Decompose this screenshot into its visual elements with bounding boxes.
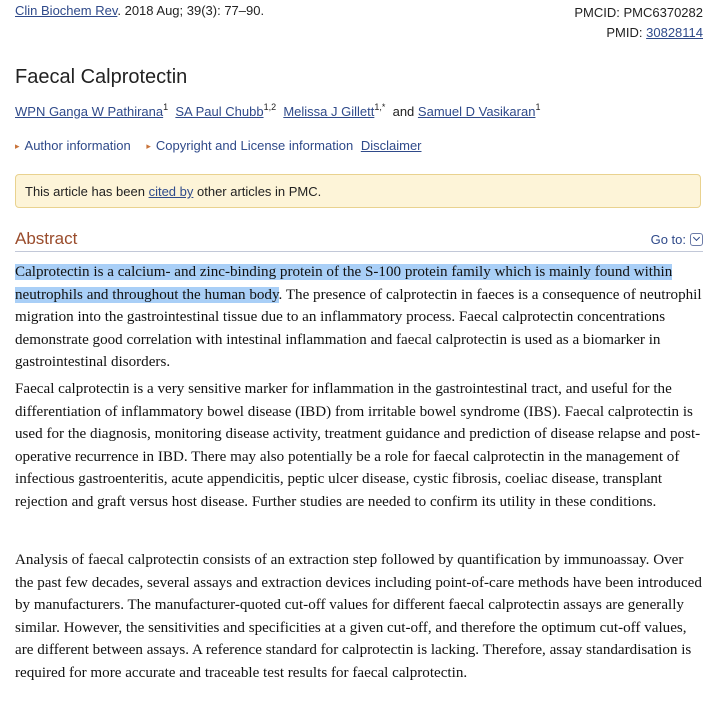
author-list: [15, 102, 540, 119]
author-link[interactable]: Samuel D Vasikaran: [417, 104, 536, 119]
author-link[interactable]: SA Paul Chubb: [175, 104, 264, 119]
copyright-license-toggle[interactable]: Copyright and License information: [155, 138, 354, 153]
disclaimer-link[interactable]: Disclaimer: [360, 138, 422, 153]
article-title: Faecal Calprotectin: [15, 66, 188, 88]
pmid-label: PMID:: [606, 25, 647, 40]
goto-menu[interactable]: [651, 232, 703, 247]
author-link[interactable]: WPN Ganga W Pathirana: [15, 104, 164, 119]
citation-details: . 2018 Aug; 39(3): 77–90.: [117, 3, 265, 18]
pmcid: PMCID: PMC6370282: [574, 5, 703, 20]
author-link[interactable]: Melissa J Gillett: [283, 104, 375, 119]
authors-and: and: [392, 104, 415, 119]
cited-by-notice: [15, 174, 701, 208]
article-ids: [574, 3, 703, 43]
cited-by-prefix: This article has been: [25, 184, 149, 199]
cited-by-link[interactable]: cited by: [148, 184, 194, 199]
author-information-toggle[interactable]: Author information: [24, 138, 131, 153]
pmid-link[interactable]: 30828114: [646, 25, 703, 40]
article-meta-links: [15, 138, 434, 153]
pmid-row: [574, 23, 703, 43]
paragraph-text: . The presence of calprotectin in faeces is a consequence of neutrophil migration into the gastrointestinal tissue due to an inflammatory process. Faecal calprotectin concentrations demonstrate good correlation with intestinal inflammation and faecal calprotectin is used as a biomarker in gastrointestinal disorders.: [15, 286, 702, 370]
abstract-paragraph-1: [15, 261, 705, 374]
author-affiliation: 1,2: [263, 102, 277, 112]
abstract-divider: [15, 251, 703, 252]
abstract-paragraph-3: Analysis of faecal calprotectin consists of an extraction step followed by quantification by immunoassay. Over the past few decades, several assays and extraction devices including point-of-care methods have been introduced by manufacturers. The manufacturer-quoted cut-off values for different faecal calprotectin assays are generally similar. However, the sensitivities and specificities at a given cut-off, and therefore the optimum cut-off values, are different between assays. A reference standard for calprotectin is lacking. Therefore, assay standardisation is required for more accurate and traceable test results for faecal calprotectin.: [15, 552, 702, 681]
triangle-right-icon: ▸: [146, 141, 151, 151]
author-affiliation: 1,*: [374, 102, 386, 112]
abstract-paragraph-2: Faecal calprotectin is a very sensitive marker for inflammation in the gastrointestinal tract, and useful for the differentiation of inflammatory bowel disease (IBD) from irritable bowel syndrome (IBS). Faecal calprotectin is used for the diagnosis, monitoring disease activity, treatment guidance and prediction of disease relapse and post-operative recurrence in IBD. There may also potentially be a role for faecal calprotectin in the management of infectious gastroenteritis, acute appendicitis, peptic ulcer disease, cystic fibrosis, coeliac disease, transplant rejection and graft versus host disease. Further studies are needed to confirm its utility in these conditions.: [15, 381, 701, 510]
author-affiliation: 1: [535, 102, 541, 112]
journal-link[interactable]: Clin Biochem Rev: [15, 3, 118, 18]
abstract-heading: Abstract: [15, 229, 78, 248]
triangle-right-icon: ▸: [15, 141, 20, 151]
goto-label: Go to:: [650, 232, 686, 247]
author-affiliation: 1: [163, 102, 169, 112]
chevron-down-icon[interactable]: [690, 233, 703, 246]
selected-text: Calprotectin is a calcium- and zinc-binding protein of the S-100 protein family which is mainly found within neutrophils and throughout the human body: [15, 264, 673, 303]
citation-line: [15, 3, 264, 18]
cited-by-suffix: other articles in PMC.: [193, 184, 322, 199]
